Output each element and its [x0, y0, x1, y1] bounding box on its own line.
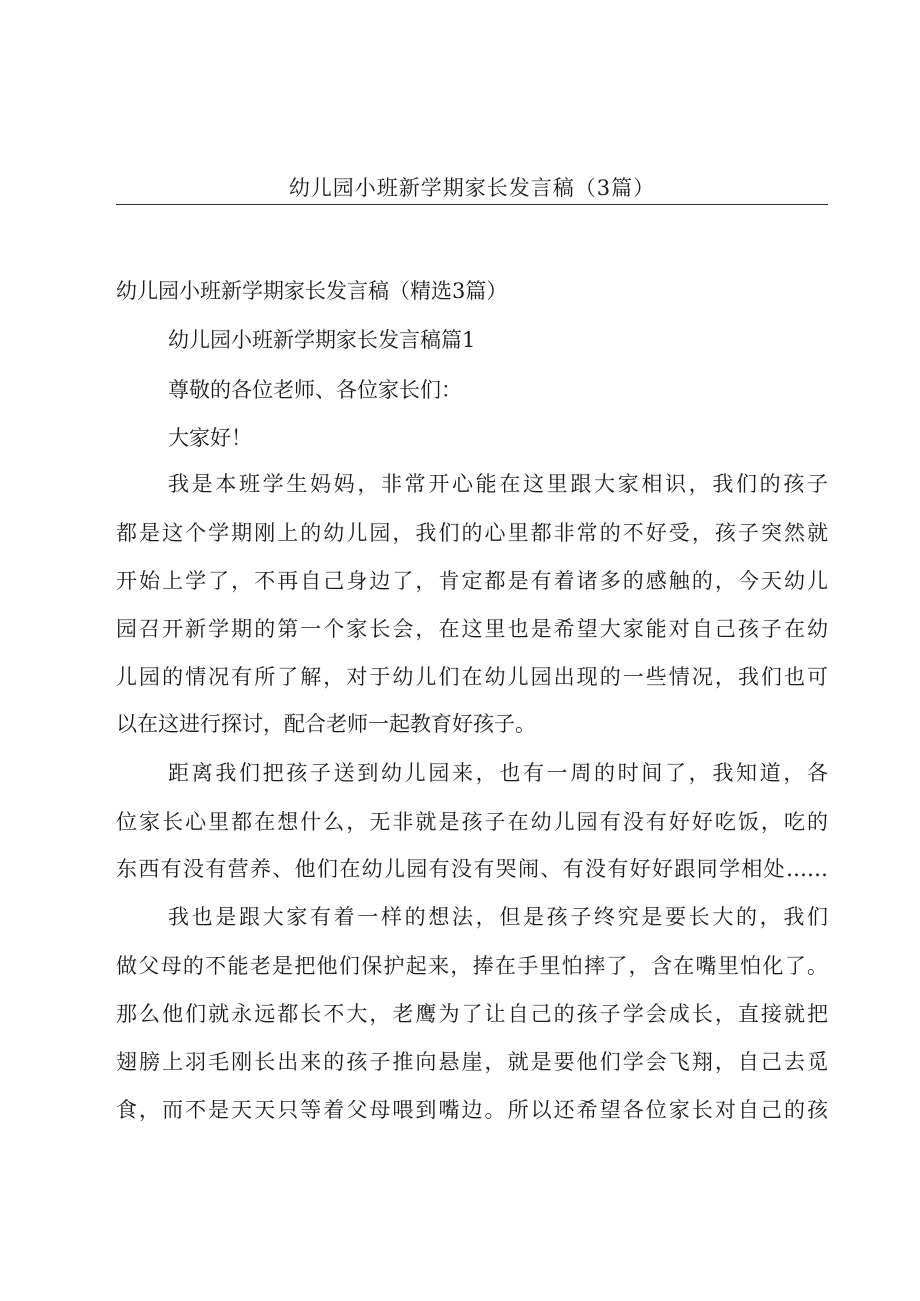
paragraph-2-line-1: 距离我们把孩子送到幼儿园来，也有一周的时间了，我知道，各 [168, 761, 828, 785]
paragraph-3-line-1: 我也是跟大家有着一样的想法，但是孩子终究是要长大的，我们 [168, 905, 828, 929]
paragraph-2-line-2: 位家长心里都在想什么，无非就是孩子在幼儿园有没有好好吃饭，吃的 [116, 810, 828, 834]
greeting: 大家好！ [168, 426, 252, 450]
paragraph-3-line-4: 翅膀上羽毛刚长出来的孩子推向悬崖，就是要他们学会飞翔，自己去觅 [116, 1050, 828, 1074]
paragraph-3-line-2: 做父母的不能老是把他们保护起来，捧在手里怕摔了，含在嘴里怕化了。 [116, 954, 828, 978]
header-divider [116, 204, 828, 205]
section-title: 幼儿园小班新学期家长发言稿篇1 [168, 328, 476, 352]
paragraph-2-line-3: 东西有没有营养、他们在幼儿园有没有哭闹、有没有好好跟同学相处…… [116, 857, 828, 881]
paragraph-1-line-3: 开始上学了，不再自己身边了，肯定都是有着诸多的感触的，今天幼儿 [116, 569, 828, 593]
running-header-title: 幼儿园小班新学期家长发言稿（3篇） [288, 176, 656, 200]
document-main-title: 幼儿园小班新学期家长发言稿（精选3篇） [116, 279, 508, 303]
paragraph-3-line-3: 那么他们就永远都长不大，老鹰为了让自己的孩子学会成长，直接就把 [116, 1002, 828, 1026]
paragraph-3-line-5: 食，而不是天天只等着父母喂到嘴边。所以还希望各位家长对自己的孩 [116, 1098, 828, 1122]
paragraph-1-line-2: 都是这个学期刚上的幼儿园，我们的心里都非常的不好受，孩子突然就 [116, 521, 828, 545]
paragraph-1-line-1: 我是本班学生妈妈，非常开心能在这里跟大家相识，我们的孩子 [168, 472, 828, 496]
salutation: 尊敬的各位老师、各位家长们： [168, 378, 462, 402]
paragraph-1-line-5: 儿园的情况有所了解，对于幼儿们在幼儿园出现的一些情况，我们也可 [116, 665, 828, 689]
paragraph-1-line-4: 园召开新学期的第一个家长会，在这里也是希望大家能对自己孩子在幼 [116, 617, 828, 641]
paragraph-1-line-6: 以在这进行探讨，配合老师一起教育好孩子。 [116, 712, 536, 736]
